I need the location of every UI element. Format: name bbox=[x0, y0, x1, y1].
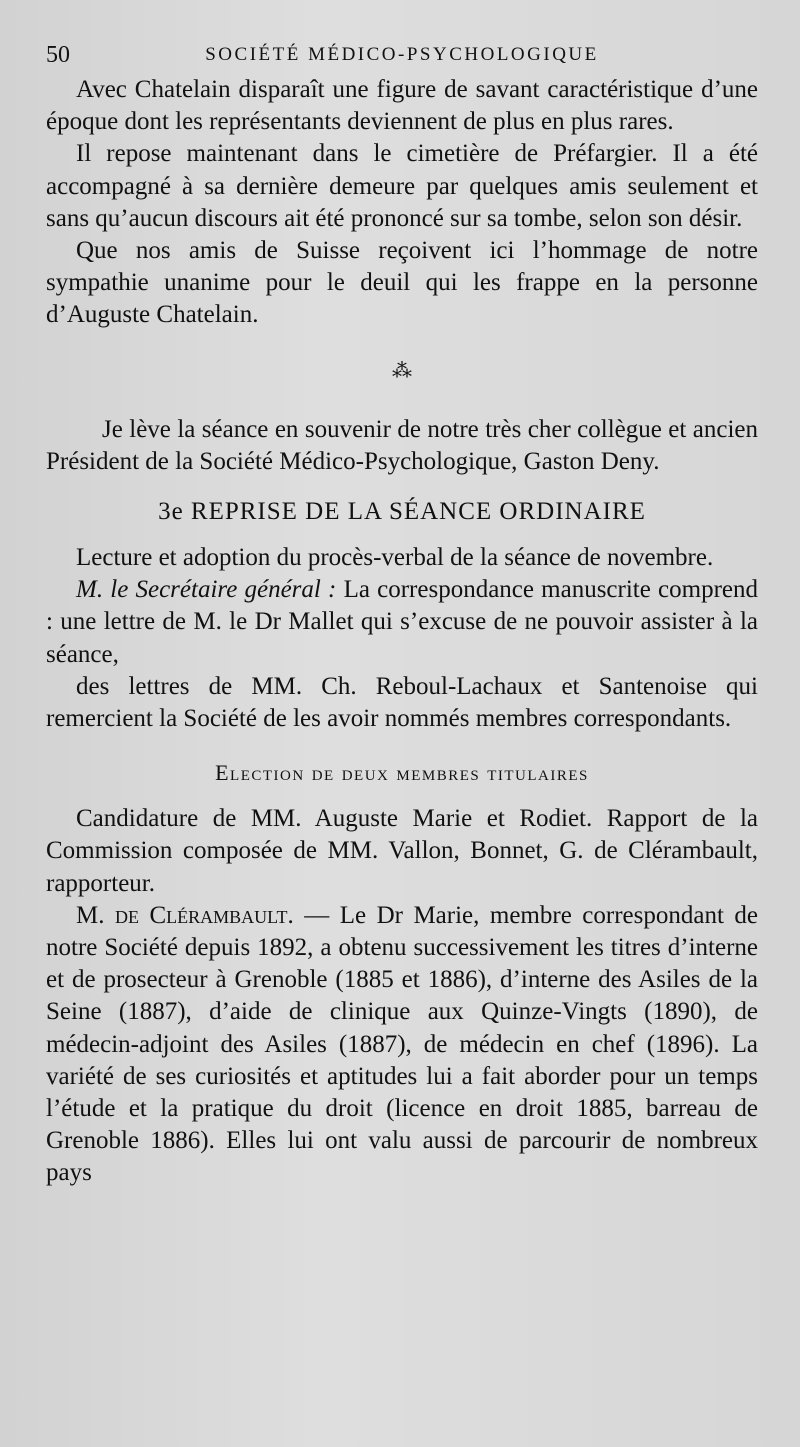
secretary-text: La correspondance manuscrite comprend : une lettre de M. le Dr Mallet qui s’excuse de ne pouvoir assister à la séance, bbox=[46, 576, 758, 668]
report-text: — Le Dr Marie, membre correspondant de notre Société depuis 1892, a obtenu successivement les titres d’interne et de prosecteur à Grenoble (1885 et 1886), d’interne des Asiles de la Seine (1887), d’aide de clinique aux Quinze-Vingts (1890), de médecin-adjoint des Asiles (1887), de médecin en chef (1896). La variété de ses curiosités et aptitudes lui a fait aborder pour un temps l’étude et la pratique du droit (licence en droit 1885, barreau de Grenoble 1886). Elles lui ont valu aussi de parcourir de nombreux pays bbox=[46, 901, 758, 1187]
closing-paragraph: Je lève la séance en souvenir de notre très cher collègue et ancien Président de la Société Médico-Psychologique, Gaston Deny. bbox=[46, 415, 758, 475]
paragraph: Il repose maintenant dans le cimetière de Préfargier. Il a été accompagné à sa dernière demeure par quelques amis seulement et sans qu’aucun discours ait été prononcé sur sa tombe, selon son désir. bbox=[46, 140, 758, 232]
running-title: SOCIÉTÉ MÉDICO-PSYCHOLOGIQUE bbox=[205, 44, 599, 65]
reading-paragraph: Lecture et adoption du procès-verbal de la séance de novembre. bbox=[76, 544, 714, 572]
candidature-paragraph: Candidature de MM. Auguste Marie et Rodiet. Rapport de la Commission composée de MM. Vallon, Bonnet, G. de Clérambault, rapporteur. bbox=[46, 805, 758, 897]
page-number: 50 bbox=[46, 42, 70, 68]
election-heading: Election de deux membres titulaires bbox=[215, 760, 589, 786]
running-header bbox=[46, 36, 758, 74]
secretary-paragraph bbox=[46, 574, 758, 671]
asterism-separator: ⁂ bbox=[392, 359, 412, 382]
section-heading: 3e REPRISE DE LA SÉANCE ORDINAIRE bbox=[158, 498, 646, 526]
paragraph: Que nos amis de Suisse reçoivent ici l’hommage de notre sympathie unanime pour le deuil qui les frappe en la personne d’Auguste Chatelain. bbox=[46, 237, 758, 329]
speaker-label: M. de Clérambault. bbox=[76, 901, 294, 929]
paragraph: Avec Chatelain disparaît une figure de savant caractéristique d’une époque dont les représentants deviennent de plus en plus rares. bbox=[46, 76, 758, 136]
speaker-label: M. le Secrétaire général : bbox=[76, 576, 337, 604]
letters-paragraph: des lettres de MM. Ch. Reboul-Lachaux et Santenoise qui remercient la Société de les avoir nommés membres correspondants. bbox=[46, 672, 758, 733]
report-paragraph bbox=[46, 900, 758, 1190]
